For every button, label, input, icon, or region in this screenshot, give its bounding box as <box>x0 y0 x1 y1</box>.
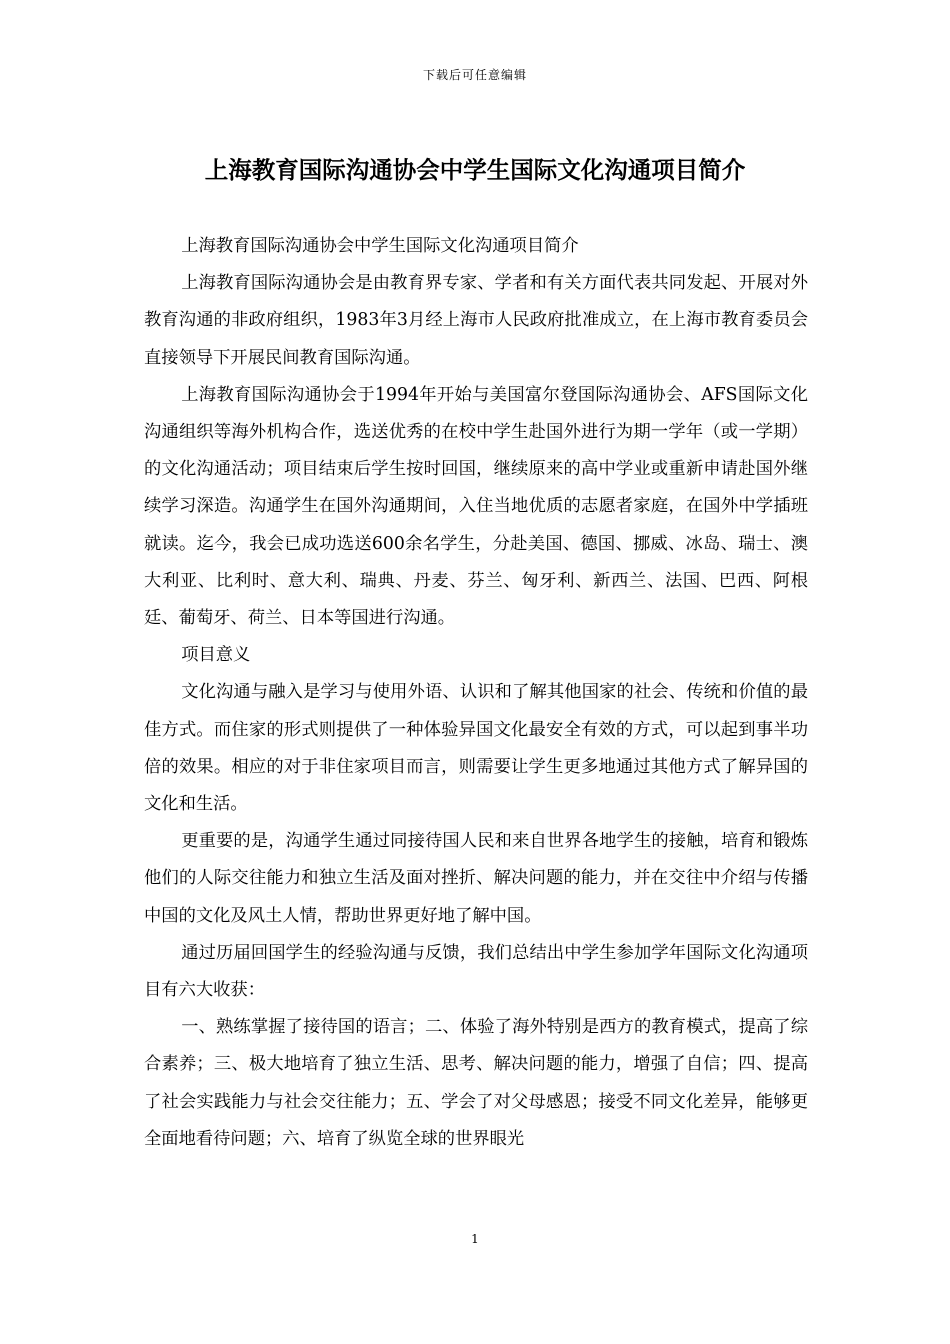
document-title: 上海教育国际沟通协会中学生国际文化沟通项目简介 <box>204 156 746 184</box>
paragraph-program-history: 上海教育国际沟通协会于1994年开始与美国富尔登国际沟通协会、AFS国际文化沟通组织等海外机构合作，选送优秀的在校中学生赴国外进行为期一学年（或一学期）的文化沟通活动；项目结束后学生按时回国，继续原来的高中学业或重新申请赴国外继续学习深造。沟通学生在国外沟通期间，入住当地优质的志愿者家庭，在国外中学插班就读。迄今，我会已成功选送600余名学生，分赴美国、德国、挪威、冰岛、瑞士、澳大利亚、比利时、意大利、瑞典、丹麦、芬兰、匈牙利、新西兰、法国、巴西、阿根廷、葡萄牙、荷兰、日本等国进行沟通。 <box>144 384 808 629</box>
paragraph-feedback-summary: 通过历届回国学生的经验沟通与反馈，我们总结出中学生参加学年国际文化沟通项目有六大收获： <box>144 942 808 1001</box>
header-note: 下载后可任意编辑 <box>422 68 527 82</box>
paragraph-subtitle: 上海教育国际沟通协会中学生国际文化沟通项目简介 <box>181 236 579 256</box>
paragraph-association-intro: 上海教育国际沟通协会是由教育界专家、学者和有关方面代表共同发起、开展对外教育沟通的非政府组织，1983年3月经上海市人民政府批准成立，在上海市教育委员会直接领导下开展民间教育国际沟通。 <box>144 273 808 368</box>
document-body <box>144 228 808 1158</box>
paragraph-importance: 更重要的是，沟通学生通过同接待国人民和来自世界各地学生的接触，培育和锻炼他们的人际交往能力和独立生活及面对挫折、解决问题的能力，并在交往中介绍与传播中国的文化及风土人情，帮助世界更好地了解中国。 <box>144 831 808 926</box>
paragraph-cultural-exchange: 文化沟通与融入是学习与使用外语、认识和了解其他国家的社会、传统和价值的最佳方式。而住家的形式则提供了一种体验异国文化最安全有效的方式，可以起到事半功倍的效果。相应的对于非住家项目而言，则需要让学生更多地通过其他方式了解异国的文化和生活。 <box>144 682 808 815</box>
section-heading-significance: 项目意义 <box>181 645 251 666</box>
page-number: 1 <box>471 1232 479 1246</box>
paragraph-six-gains: 一、熟练掌握了接待国的语言；二、体验了海外特别是西方的教育模式，提高了综合素养；三、极大地培育了独立生活、思考、解决问题的能力，增强了自信；四、提高了社会实践能力与社会交往能力；五、学会了对父母感恩；接受不同文化差异，能够更全面地看待问题；六、培育了纵览全球的世界眼光 <box>144 1017 808 1149</box>
